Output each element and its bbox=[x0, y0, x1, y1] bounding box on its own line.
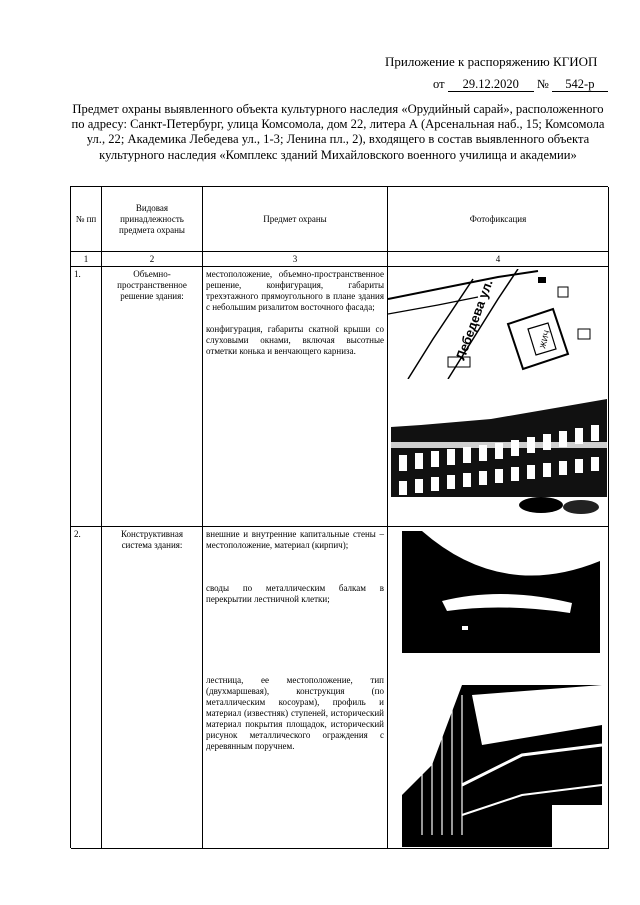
number-label: № bbox=[536, 77, 549, 91]
map-street-label: Лебедева ул. bbox=[452, 277, 496, 363]
header-num: № пп bbox=[71, 187, 102, 252]
map-fragment-image bbox=[388, 269, 607, 379]
row1-photos bbox=[388, 267, 609, 527]
row2-subject bbox=[203, 527, 388, 849]
colnum-2: 2 bbox=[102, 252, 203, 267]
row1-type: Объемно-пространственное решение здания: bbox=[102, 267, 203, 527]
row1-subject-2: конфигурация, габариты скатной крыши со слуховыми окнами, включая высотные отметки конька и венчающего карниза. bbox=[206, 324, 384, 356]
staircase-photo bbox=[402, 685, 602, 847]
from-label: от bbox=[433, 77, 445, 91]
order-date: 29.12.2020 bbox=[448, 78, 534, 92]
map-building-label: ЖИЧ bbox=[538, 329, 552, 350]
order-number: 542-р bbox=[552, 78, 608, 92]
colnum-4: 4 bbox=[388, 252, 609, 267]
row2-subject-2: своды по металлическим балкам в перекрытии лестничной клетки; bbox=[206, 583, 384, 604]
row2-photos bbox=[388, 527, 609, 849]
row2-type: Конструктивная система здания: bbox=[102, 527, 203, 849]
header-type: Видовая принадлежность предмета охраны bbox=[102, 187, 203, 252]
document-title: Предмет охраны выявленного объекта культурного наследия «Орудийный сарай», расположенного по адресу: Санкт-Петербург, улица Комсомола, дом 22, литера А (Арсенальная наб., 15; Комсомола ул., 22; Академика Лебедева ул., 1-3; Ленина пл., 2), входящего в состав выявленного объекта культурного наследия «Комплекс зданий Михайловского военного училища и академии» bbox=[71, 102, 605, 162]
facade-photo bbox=[391, 387, 607, 524]
header-photo: Фотофиксация bbox=[388, 187, 609, 252]
appendix-caption: Приложение к распоряжению КГИОП bbox=[385, 54, 598, 69]
header-subject: Предмет охраны bbox=[203, 187, 388, 252]
row2-subject-3: лестница, ее местоположение, тип (двухмаршевая), конструкция (по металлическим косоурам), профиль и материал (известняк) ступеней, исторический материал покрытия площадок, исторический рисунок металлического ограждения с деревянным поручнем. bbox=[206, 675, 384, 751]
protection-table bbox=[70, 186, 608, 848]
row1-subject bbox=[203, 267, 388, 527]
order-line bbox=[433, 77, 608, 92]
colnum-1: 1 bbox=[71, 252, 102, 267]
row2-subject-1: внешние и внутренние капитальные стены – местоположение, материал (кирпич); bbox=[206, 529, 384, 550]
row1-num: 1. bbox=[71, 267, 102, 527]
row2-num: 2. bbox=[71, 527, 102, 849]
colnum-3: 3 bbox=[203, 252, 388, 267]
row1-subject-1: местоположение, объемно-пространственное решение, конфигурация, габариты трехэтажного прямоугольного в плане здания с небольшим ризалитом восточного фасада; bbox=[206, 269, 384, 312]
vault-photo bbox=[402, 531, 600, 653]
